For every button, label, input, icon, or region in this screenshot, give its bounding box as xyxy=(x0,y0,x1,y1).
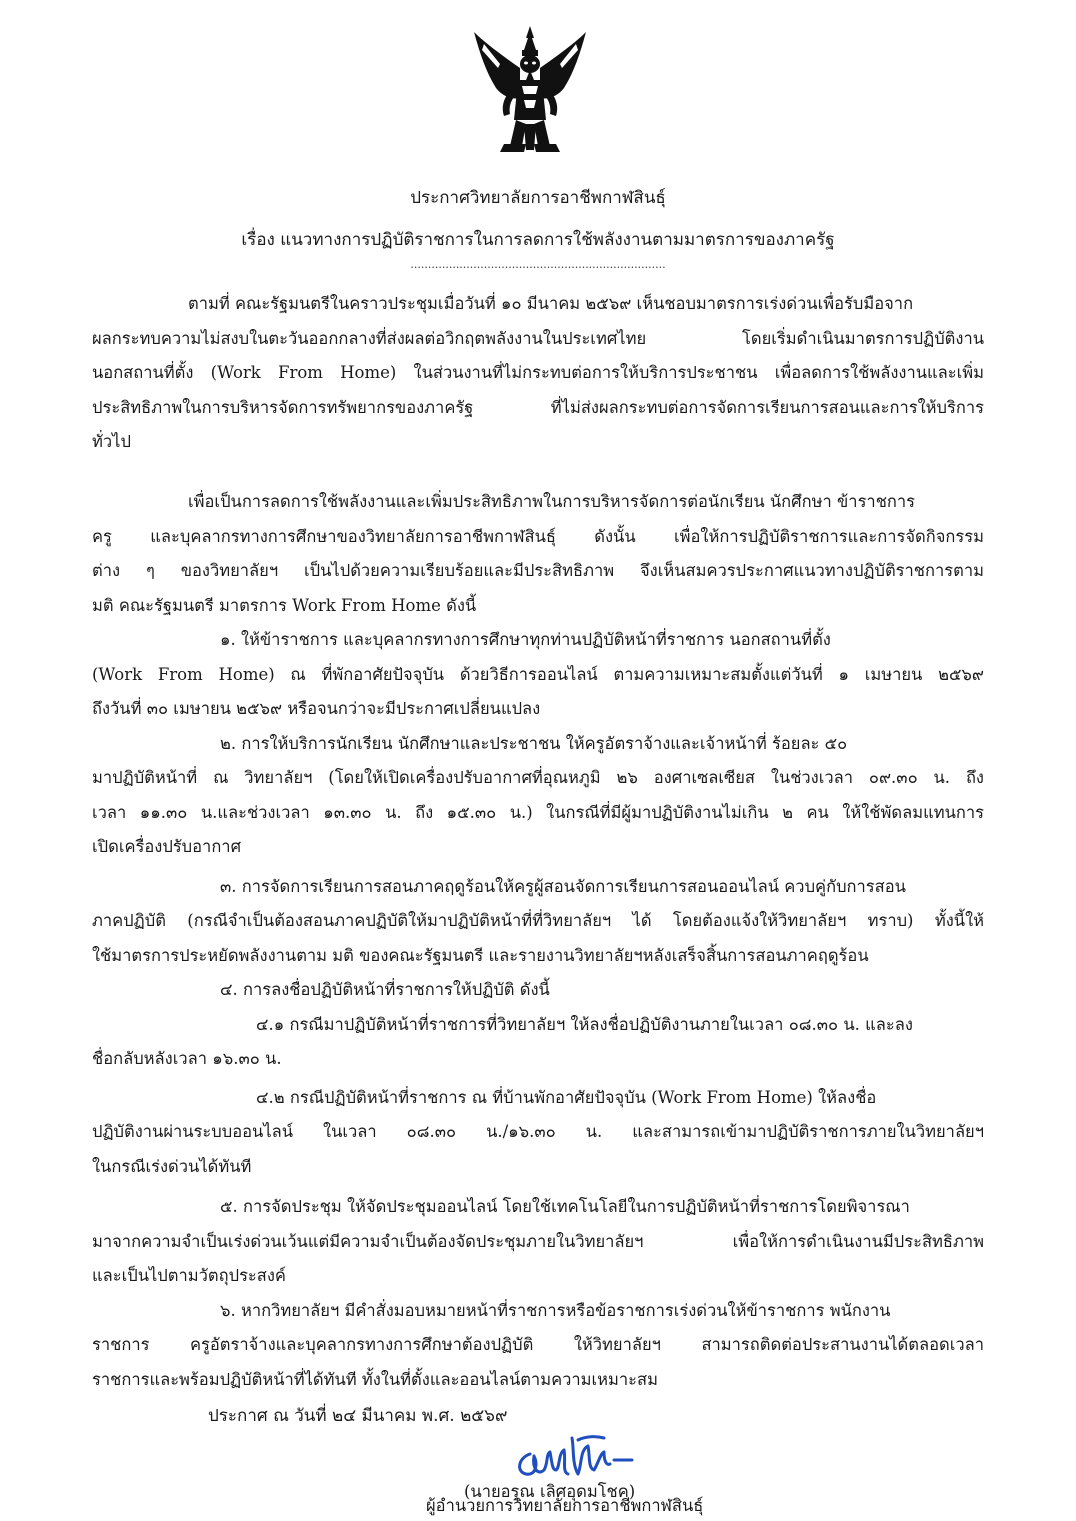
signer-title: ผู้อำนวยการวิทยาลัยการอาชีพกาฬสินธุ์ xyxy=(426,1496,704,1515)
document-subject: เรื่อง แนวทางการปฏิบัติราชการในการลดการใช้พลังงานตามมาตรการของภาครัฐ xyxy=(241,230,835,250)
garuda-emblem-icon xyxy=(470,24,590,154)
body-line: ๖. หากวิทยาลัยฯ มีคำสั่งมอบหมายหน้าที่ราชการหรือข้อราชการเร่งด่วนให้ข้าราชการ พนักงาน xyxy=(220,1300,891,1320)
body-line: ต่าง ๆ ของวิทยาลัยฯ เป็นไปด้วยความเรียบร้อยและมีประสิทธิภาพ จึงเห็นสมควรประกาศแนวทางปฏิบัติราชการตาม xyxy=(92,561,984,581)
body-line: ราชการ ครูอัตราจ้างและบุคลากรทางการศึกษาต้องปฏิบัติ ให้วิทยาลัยฯ สามารถติดต่อประสานงานได้ตลอดเวลา xyxy=(92,1335,984,1355)
body-line: ในกรณีเร่งด่วนได้ทันที xyxy=(92,1156,252,1176)
announcement-date: ประกาศ ณ วันที่ ๒๔ มีนาคม พ.ศ. ๒๕๖๙ xyxy=(208,1406,508,1427)
document-title: ประกาศวิทยาลัยการอาชีพกาฬสินธุ์ xyxy=(410,188,666,208)
body-line: และเป็นไปตามวัตถุประสงค์ xyxy=(92,1266,286,1286)
body-line: มติ คณะรัฐมนตรี มาตรการ Work From Home ดังนี้ xyxy=(92,595,477,615)
body-line: ราชการและพร้อมปฏิบัติหน้าที่ได้ทันที ทั้งในที่ตั้งและออนไลน์ตามความเหมาะสม xyxy=(92,1369,658,1389)
title-separator: ......................................................................... xyxy=(410,258,666,271)
body-line: ปฏิบัติงานผ่านระบบออนไลน์ ในเวลา ๐๘.๓๐ น./๑๖.๓๐ น. และสามารถเข้ามาปฏิบัติราชการภายในวิทยาลัยฯ xyxy=(92,1122,984,1142)
body-line: (Work From Home) ณ ที่พักอาศัยปัจจุบัน ด้วยวิธีการออนไลน์ ตามความเหมาะสมตั้งแต่วันที่ ๑ เมษายน ๒๕๖๙ xyxy=(92,664,984,684)
body-line: มาปฏิบัติหน้าที่ ณ วิทยาลัยฯ (โดยให้เปิดเครื่องปรับอากาศที่อุณหภูมิ ๒๖ องศาเซลเซียส ในช่วงเวลา ๐๙.๓๐ น. ถึง xyxy=(92,768,984,788)
body-line: เวลา ๑๑.๓๐ น.และช่วงเวลา ๑๓.๓๐ น. ถึง ๑๕.๓๐ น.) ในกรณีที่มีผู้มาปฏิบัติงานไม่เกิน ๒ คน ให้ใช้พัดลมแทนการ xyxy=(92,802,984,822)
body-line: ๕. การจัดประชุม ให้จัดประชุมออนไลน์ โดยใช้เทคโนโลยีในการปฏิบัติหน้าที่ราชการโดยพิจารณา xyxy=(220,1197,910,1217)
body-line: ประสิทธิภาพในการบริหารจัดการทรัพยากรของภาครัฐ ที่ไม่ส่งผลกระทบต่อการจัดการเรียนการสอนและการให้บริการ xyxy=(92,397,984,417)
body-line: ๓. การจัดการเรียนการสอนภาคฤดูร้อนให้ครูผู้สอนจัดการเรียนการสอนออนไลน์ ควบคู่กับการสอน xyxy=(220,876,906,896)
body-line: มาจากความจำเป็นเร่งด่วนเว้นแต่มีความจำเป็นต้องจัดประชุมภายในวิทยาลัยฯ เพื่อให้การดำเนินงานมีประสิทธิภาพ xyxy=(92,1231,984,1251)
body-line: ๔.๒ กรณีปฏิบัติหน้าที่ราชการ ณ ที่บ้านพักอาศัยปัจจุบัน (Work From Home) ให้ลงชื่อ xyxy=(256,1087,877,1107)
body-line: ผลกระทบความไม่สงบในตะวันออกกลางที่ส่งผลต่อวิกฤตพลังงานในประเทศไทย โดยเริ่มดำเนินมาตรการปฏิบัติงาน xyxy=(92,328,984,348)
body-line: นอกสถานที่ตั้ง (Work From Home) ในส่วนงานที่ไม่กระทบต่อการให้บริการประชาชน เพื่อลดการใช้พลังงานและเพิ่ม xyxy=(92,363,984,382)
body-line: ใช้มาตรการประหยัดพลังงานตาม มติ ของคณะรัฐมนตรี และรายงานวิทยาลัยฯหลังเสร็จสิ้นการสอนภาคฤดูร้อน xyxy=(92,945,869,965)
signer-name: (นายอรุณ เลิศอุดมโชค) xyxy=(464,1482,636,1502)
body-line: ครู และบุคลากรทางการศึกษาของวิทยาลัยการอาชีพกาฬสินธุ์ ดังนั้น เพื่อให้การปฏิบัติราชการและการจัดกิจกรรม xyxy=(92,526,984,546)
handwritten-signature xyxy=(508,1424,638,1486)
body-line: ชื่อกลับหลังเวลา ๑๖.๓๐ น. xyxy=(92,1049,282,1069)
body-line: ๒. การให้บริการนักเรียน นักศึกษาและประชาชน ให้ครูอัตราจ้างและเจ้าหน้าที่ ร้อยละ ๕๐ xyxy=(220,733,848,753)
body-line: เพื่อเป็นการลดการใช้พลังงานและเพิ่มประสิทธิภาพในการบริหารจัดการต่อนักเรียน นักศึกษา ข้าราชการ xyxy=(188,492,916,512)
body-line: เปิดเครื่องปรับอากาศ xyxy=(92,837,242,857)
body-line: ถึงวันที่ ๓๐ เมษายน ๒๕๖๙ หรือจนกว่าจะมีประกาศเปลี่ยนแปลง xyxy=(92,699,541,719)
body-line: ภาคปฏิบัติ (กรณีจำเป็นต้องสอนภาคปฏิบัติให้มาปฏิบัติหน้าที่ที่วิทยาลัยฯ ได้ โดยต้องแจ้งให้วิทยาลัยฯ ทราบ) ทั้งนี้ให้ xyxy=(92,911,984,931)
body-line: ๔.๑ กรณีมาปฏิบัติหน้าที่ราชการที่วิทยาลัยฯ ให้ลงชื่อปฏิบัติงานภายในเวลา ๐๘.๓๐ น. และลง xyxy=(256,1014,913,1034)
body-line: ๔. การลงชื่อปฏิบัติหน้าที่ราชการให้ปฏิบัติ ดังนี้ xyxy=(220,980,550,1000)
body-line: ทั่วไป xyxy=(92,432,131,452)
body-line: ๑. ให้ข้าราชการ และบุคลากรทางการศึกษาทุกท่านปฏิบัติหน้าที่ราชการ นอกสถานที่ตั้ง xyxy=(220,630,831,650)
body-line: ตามที่ คณะรัฐมนตรีในคราวประชุมเมื่อวันที่ ๑๐ มีนาคม ๒๕๖๙ เห็นชอบมาตรการเร่งด่วนเพื่อรับมือจาก xyxy=(188,294,914,313)
